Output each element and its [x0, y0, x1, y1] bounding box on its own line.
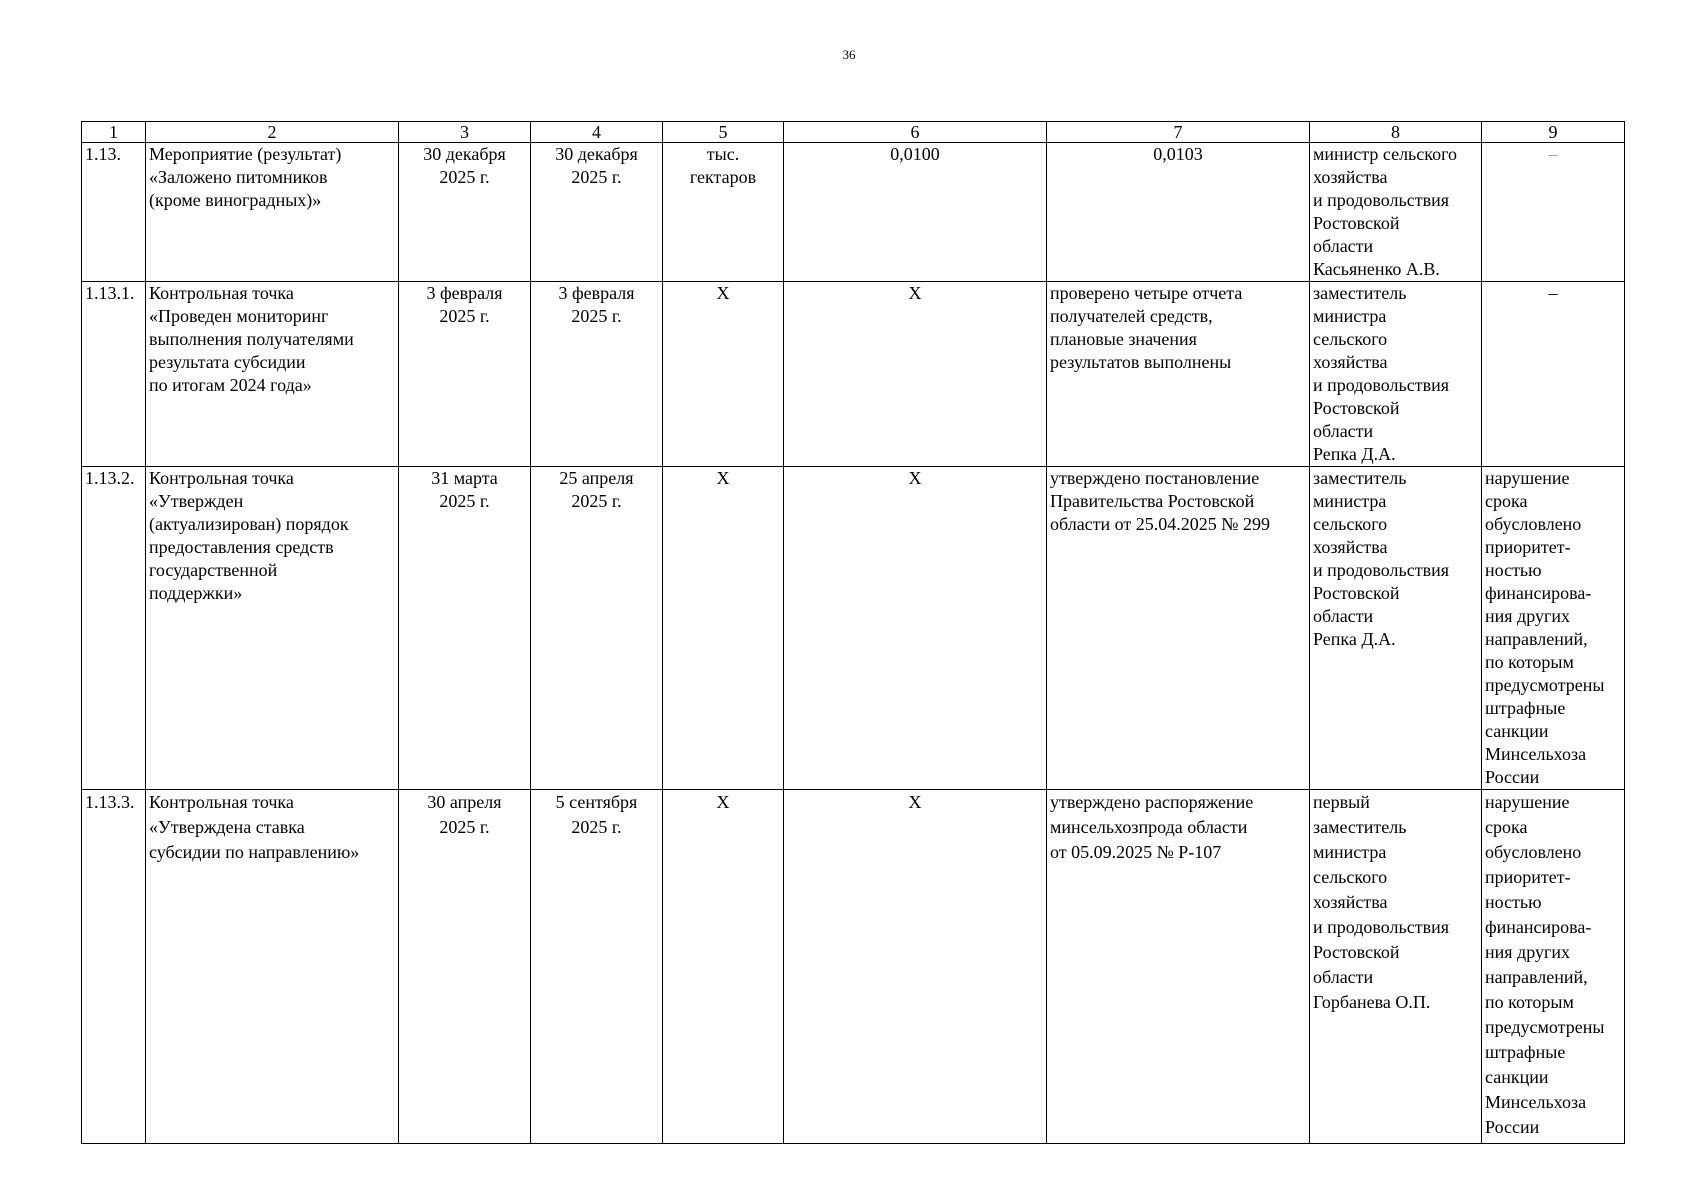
activity-name: Контрольная точка «Утвержден (актуализирован) порядок предоставления средств государственной поддержки»: [146, 467, 399, 790]
activity-name: Контрольная точка «Проведен мониторинг выполнения получателями результата субсидии по итогам 2024 года»: [146, 282, 399, 467]
plan-value: 0,0100: [784, 143, 1047, 282]
result-description: утверждено постановление Правительства Ростовской области от 25.04.2025 № 299: [1047, 467, 1310, 790]
responsible: заместитель министра сельского хозяйства и продовольствия Ростовской области Репка Д.А.: [1310, 282, 1482, 467]
row-number: 1.13.2.: [82, 467, 146, 790]
unit: X: [663, 282, 784, 467]
table-row: [82, 282, 1625, 467]
plan-value: X: [784, 467, 1047, 790]
result-description: проверено четыре отчета получателей средств, плановые значения результатов выполнены: [1047, 282, 1310, 467]
note: нарушение срока обусловлено приоритет- ностью финансирова- ния других направлений, по которым предусмотрены штрафные санкции Минсельхоза России: [1482, 467, 1625, 790]
header-col-8: 8: [1310, 122, 1482, 143]
header-col-4: 4: [531, 122, 663, 143]
header-col-7: 7: [1047, 122, 1310, 143]
header-col-1: 1: [82, 122, 146, 143]
unit: X: [663, 467, 784, 790]
header-col-5: 5: [663, 122, 784, 143]
fact-date: 5 сентября 2025 г.: [531, 790, 663, 1144]
plan-date: 31 марта 2025 г.: [399, 467, 531, 790]
table-row: [82, 790, 1625, 1144]
header-col-9: 9: [1482, 122, 1625, 143]
note: нарушение срока обусловлено приоритет- ностью финансирова- ния других направлений, по которым предусмотрены штрафные санкции Минсельхоза России: [1482, 790, 1625, 1144]
header-row: [82, 122, 1625, 143]
unit: X: [663, 790, 784, 1144]
unit: тыс. гектаров: [663, 143, 784, 282]
header-col-3: 3: [399, 122, 531, 143]
row-number: 1.13.: [82, 143, 146, 282]
responsible: министр сельского хозяйства и продовольствия Ростовской области Касьяненко А.В.: [1310, 143, 1482, 282]
plan-value: X: [784, 282, 1047, 467]
activity-name: Мероприятие (результат) «Заложено питомников (кроме виноградных)»: [146, 143, 399, 282]
note: –: [1482, 282, 1625, 467]
result-description: утверждено распоряжение минсельхозпрода области от 05.09.2025 № Р-107: [1047, 790, 1310, 1144]
page-number: 36: [842, 47, 856, 62]
responsible: заместитель министра сельского хозяйства и продовольствия Ростовской области Репка Д.А.: [1310, 467, 1482, 790]
plan-date: 30 апреля 2025 г.: [399, 790, 531, 1144]
fact-value: 0,0103: [1047, 143, 1310, 282]
report-table: [81, 121, 1625, 1144]
table-row: [82, 143, 1625, 282]
plan-date: 3 февраля 2025 г.: [399, 282, 531, 467]
header-col-6: 6: [784, 122, 1047, 143]
row-number: 1.13.3.: [82, 790, 146, 1144]
header-col-2: 2: [146, 122, 399, 143]
fact-date: 25 апреля 2025 г.: [531, 467, 663, 790]
activity-name: Контрольная точка «Утверждена ставка субсидии по направлению»: [146, 790, 399, 1144]
row-number: 1.13.1.: [82, 282, 146, 467]
plan-value: X: [784, 790, 1047, 1144]
responsible: первый заместитель министра сельского хозяйства и продовольствия Ростовской области Горбанева О.П.: [1310, 790, 1482, 1144]
fact-date: 30 декабря 2025 г.: [531, 143, 663, 282]
plan-date: 30 декабря 2025 г.: [399, 143, 531, 282]
fact-date: 3 февраля 2025 г.: [531, 282, 663, 467]
note: –: [1482, 143, 1625, 282]
table-row: [82, 467, 1625, 790]
